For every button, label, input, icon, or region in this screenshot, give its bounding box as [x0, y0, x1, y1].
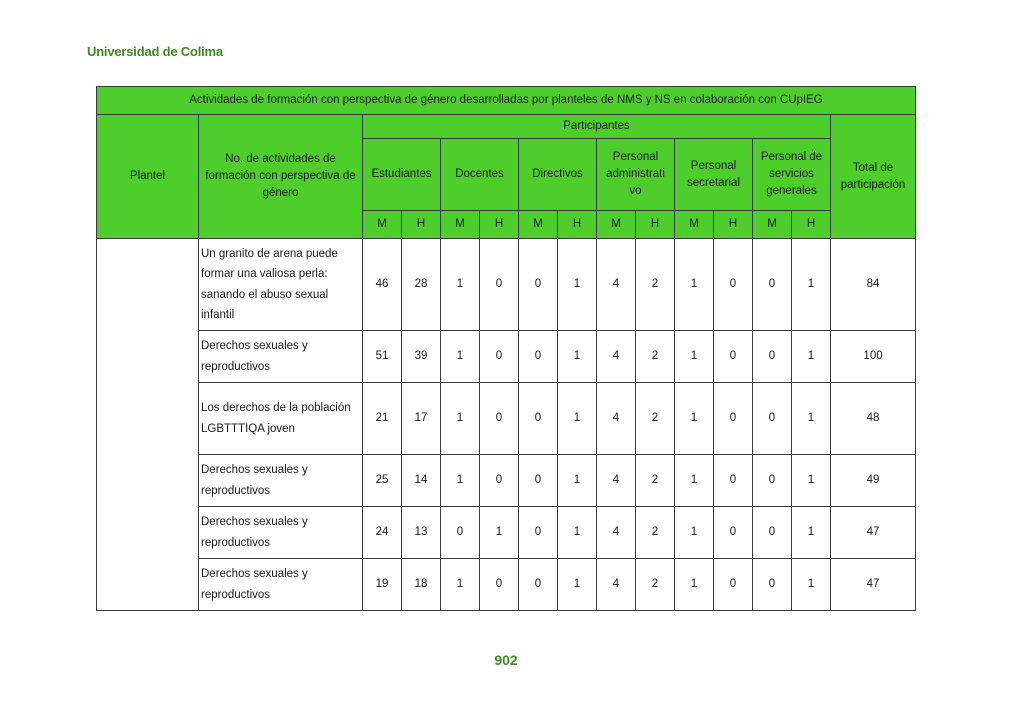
total-participation-cell: 49: [831, 455, 916, 507]
participant-count-cell: 21: [363, 383, 402, 455]
participant-count-cell: 0: [480, 383, 519, 455]
participant-count-cell: 14: [402, 455, 441, 507]
document-header-title: Universidad de Colima: [87, 44, 223, 59]
participant-count-cell: 1: [792, 239, 831, 331]
participant-count-cell: 0: [753, 455, 792, 507]
gender-header-cell: H: [636, 211, 675, 239]
participant-count-cell: 0: [519, 383, 558, 455]
participant-count-cell: 1: [441, 331, 480, 383]
participant-count-cell: 4: [597, 559, 636, 611]
gender-header-cell: H: [558, 211, 597, 239]
participant-count-cell: 0: [714, 383, 753, 455]
table-row: [97, 507, 916, 559]
group-header-docentes: Docentes: [441, 139, 519, 211]
participant-count-cell: 39: [402, 331, 441, 383]
participant-count-cell: 1: [558, 455, 597, 507]
gender-header-cell: M: [675, 211, 714, 239]
participant-count-cell: 1: [558, 239, 597, 331]
group-header-estudiantes: Estudiantes: [363, 139, 441, 211]
gender-header-cell: H: [402, 211, 441, 239]
table-title: Actividades de formación con perspectiva de género desarrolladas por planteles de NMS y NS en colaboración con CUpIEG: [97, 87, 916, 115]
activity-name-cell: Derechos sexuales y reproductivos: [199, 559, 363, 611]
total-header: Total de participación: [831, 115, 916, 239]
participant-count-cell: 17: [402, 383, 441, 455]
participant-count-cell: 0: [519, 331, 558, 383]
participant-count-cell: 18: [402, 559, 441, 611]
participant-count-cell: 1: [675, 239, 714, 331]
participant-count-cell: 1: [675, 383, 714, 455]
participant-count-cell: 0: [753, 239, 792, 331]
participant-count-cell: 1: [558, 507, 597, 559]
participant-count-cell: 0: [480, 559, 519, 611]
gender-header-cell: M: [441, 211, 480, 239]
gender-header-cell: M: [363, 211, 402, 239]
participant-count-cell: 1: [441, 455, 480, 507]
participant-count-cell: 1: [480, 507, 519, 559]
participant-count-cell: 1: [441, 383, 480, 455]
participant-count-cell: 19: [363, 559, 402, 611]
group-header-administrativo: Personal administrati vo: [597, 139, 675, 211]
participant-count-cell: 1: [792, 507, 831, 559]
participant-count-cell: 0: [753, 383, 792, 455]
participant-count-cell: 0: [519, 239, 558, 331]
participant-count-cell: 1: [792, 383, 831, 455]
plantel-cell: [97, 239, 199, 611]
participant-count-cell: 2: [636, 383, 675, 455]
participation-table: [96, 86, 916, 611]
participant-count-cell: 0: [753, 559, 792, 611]
total-participation-cell: 47: [831, 507, 916, 559]
participant-count-cell: 1: [558, 559, 597, 611]
participant-count-cell: 2: [636, 507, 675, 559]
participant-count-cell: 1: [675, 331, 714, 383]
participant-count-cell: 2: [636, 559, 675, 611]
page-number: 902: [494, 652, 518, 668]
plantel-header: Plantel: [97, 115, 199, 239]
participant-count-cell: 13: [402, 507, 441, 559]
participant-count-cell: 1: [441, 559, 480, 611]
group-header-secretarial: Personal secretarial: [675, 139, 753, 211]
table-row: [97, 455, 916, 507]
total-participation-cell: 100: [831, 331, 916, 383]
participant-count-cell: 4: [597, 507, 636, 559]
activity-name-cell: Los derechos de la población LGBTTTIQA joven: [199, 383, 363, 455]
group-header-directivos: Directivos: [519, 139, 597, 211]
participants-header: Participantes: [363, 115, 831, 139]
activity-name-cell: Derechos sexuales y reproductivos: [199, 507, 363, 559]
participant-count-cell: 0: [714, 331, 753, 383]
participant-count-cell: 0: [714, 455, 753, 507]
group-header-servicios-generales: Personal de servicios generales: [753, 139, 831, 211]
gender-header-cell: H: [792, 211, 831, 239]
table-row: [97, 559, 916, 611]
participant-count-cell: 1: [675, 455, 714, 507]
activity-name-cell: Derechos sexuales y reproductivos: [199, 455, 363, 507]
participant-count-cell: 1: [675, 507, 714, 559]
table-row: [97, 239, 916, 331]
participant-count-cell: 4: [597, 239, 636, 331]
participant-count-cell: 1: [792, 331, 831, 383]
gender-header-cell: M: [597, 211, 636, 239]
participant-count-cell: 0: [714, 239, 753, 331]
participant-count-cell: 0: [519, 455, 558, 507]
participant-count-cell: 0: [480, 239, 519, 331]
participant-count-cell: 0: [480, 331, 519, 383]
participant-count-cell: 0: [753, 331, 792, 383]
participant-count-cell: 1: [558, 331, 597, 383]
activity-name-cell: Derechos sexuales y reproductivos: [199, 331, 363, 383]
table-row: [97, 383, 916, 455]
participant-count-cell: 1: [792, 455, 831, 507]
participant-count-cell: 0: [753, 507, 792, 559]
participant-count-cell: 0: [714, 507, 753, 559]
participant-count-cell: 0: [480, 455, 519, 507]
participant-count-cell: 4: [597, 455, 636, 507]
participant-count-cell: 46: [363, 239, 402, 331]
participant-count-cell: 4: [597, 383, 636, 455]
gender-header-cell: H: [714, 211, 753, 239]
participant-count-cell: 0: [519, 559, 558, 611]
participant-count-cell: 0: [441, 507, 480, 559]
activities-header: No. de actividades de formación con perspectiva de género: [199, 115, 363, 239]
participant-count-cell: 25: [363, 455, 402, 507]
total-participation-cell: 47: [831, 559, 916, 611]
participant-count-cell: 24: [363, 507, 402, 559]
table-body: [97, 239, 916, 611]
participant-count-cell: 51: [363, 331, 402, 383]
activity-name-cell: Un granito de arena puede formar una valiosa perla: sanando el abuso sexual infantil: [199, 239, 363, 331]
total-participation-cell: 84: [831, 239, 916, 331]
participant-count-cell: 1: [441, 239, 480, 331]
participant-count-cell: 0: [714, 559, 753, 611]
gender-header-cell: M: [519, 211, 558, 239]
table-row: [97, 331, 916, 383]
participant-count-cell: 2: [636, 331, 675, 383]
total-participation-cell: 48: [831, 383, 916, 455]
participant-count-cell: 0: [519, 507, 558, 559]
participant-count-cell: 1: [558, 383, 597, 455]
participant-count-cell: 2: [636, 455, 675, 507]
gender-header-cell: H: [480, 211, 519, 239]
participant-count-cell: 4: [597, 331, 636, 383]
participant-count-cell: 28: [402, 239, 441, 331]
gender-header-cell: M: [753, 211, 792, 239]
participant-count-cell: 1: [792, 559, 831, 611]
participant-count-cell: 2: [636, 239, 675, 331]
participant-count-cell: 1: [675, 559, 714, 611]
